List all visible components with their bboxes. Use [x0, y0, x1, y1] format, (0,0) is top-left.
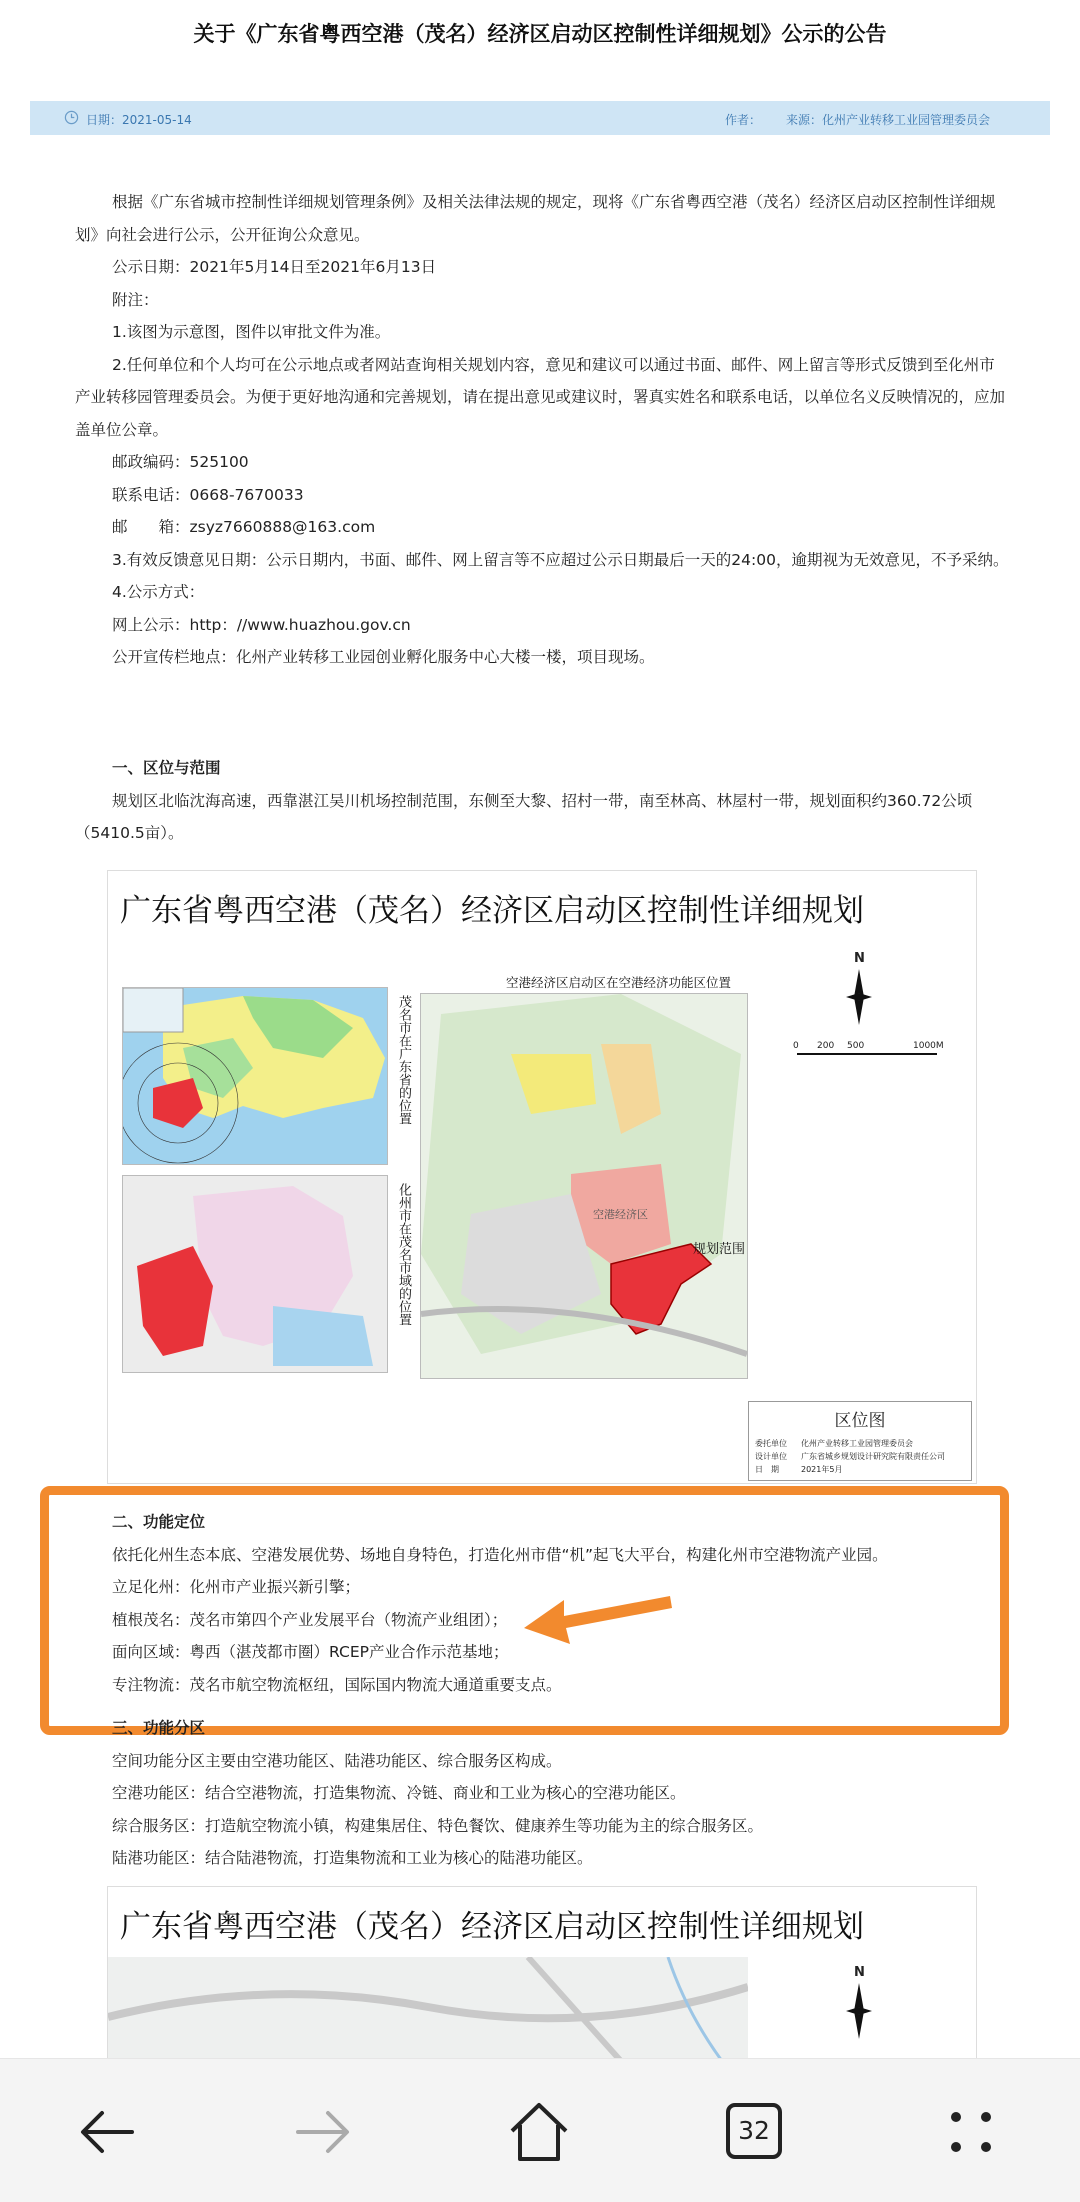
note-2: 2.任何单位和个人均可在公示地点或者网站查询相关规划内容，意见和建议可以通过书面、邮件、网上留言等形式反馈到至化州市产业转移园管理委员会。为便于更好地沟通和完善规划，请在提出意见或建议时，署真实姓名和联系电话，以单位名义反映情况的，应加盖单位公章。 — [75, 355, 1006, 439]
scale-0: 0 — [793, 1041, 799, 1051]
legend-row: 日 期 2021年5月 — [755, 1465, 843, 1474]
plan-area-map — [420, 993, 748, 1379]
highlight-arrow-icon — [520, 1578, 680, 1648]
location-map-image — [107, 870, 977, 1484]
article-meta-bar — [30, 101, 1050, 135]
forward-icon[interactable] — [288, 2097, 358, 2167]
map2-title: 广东省粤西空港（茂名）经济区启动区控制性详细规划 — [120, 1909, 864, 1945]
home-icon[interactable] — [504, 2097, 574, 2167]
north-label: N — [854, 951, 865, 966]
map2-north-label: N — [854, 1965, 865, 1980]
notice-date: 公示日期：2021年5月14日至2021年6月13日 — [112, 258, 437, 276]
section-location — [75, 752, 1010, 850]
phone: 联系电话：0668-7670033 — [112, 485, 304, 504]
scale-bar — [793, 1041, 943, 1061]
section3-line: 空间功能分区主要由空港功能区、陆港功能区、综合服务区构成。 — [112, 1751, 562, 1770]
section3-line: 综合服务区：打造航空物流小镇，构建集居住、特色餐饮、健康养生等功能为主的综合服务区。 — [112, 1816, 764, 1835]
publish-date: 日期：2021-05-14 — [86, 113, 192, 127]
note-1: 1.该图为示意图，图件以审批文件为准。 — [112, 323, 391, 341]
right-panel-title: 空港经济区启动区在空港经济功能区位置 — [506, 975, 732, 990]
legend-row: 设计单位 广东省城乡规划设计研究院有限责任公司 — [755, 1452, 945, 1461]
clock-icon — [64, 110, 79, 125]
section2-line: 面向区域：粤西（湛茂都市圈）RCEP产业合作示范基地； — [112, 1643, 509, 1661]
zoning-map — [108, 1957, 748, 2069]
scale-1000: 1000M — [913, 1041, 944, 1051]
section1-heading: 一、区位与范围 — [112, 759, 221, 777]
legend-title: 区位图 — [834, 1411, 886, 1431]
more-menu-icon[interactable] — [936, 2097, 1006, 2167]
maoming-map-label: 化州市在茂名市域的位置 — [396, 1183, 411, 1326]
section1-text: 规划区北临沈海高速，西靠湛江吴川机场控制范围，东侧至大黎、招村一带，南至林高、林屋村一带，规划面积约360.72公顷（5410.5亩）。 — [75, 791, 973, 842]
section2-line: 立足化州：化州市产业振兴新引擎； — [112, 1578, 361, 1596]
tab-count: 32 — [738, 2116, 770, 2145]
intro-section — [75, 186, 1010, 674]
legend-row: 委托单位 化州产业转移工业园管理委员会 — [755, 1439, 913, 1448]
compass-icon — [844, 967, 874, 1027]
scale-200: 200 — [817, 1041, 835, 1051]
zone-label: 空港经济区 — [593, 1208, 648, 1221]
back-icon[interactable] — [72, 2097, 142, 2167]
notice-location: 公开宣传栏地点：化州产业转移工业园创业孵化服务中心大楼一楼，项目现场。 — [112, 648, 655, 666]
legend-box — [748, 1401, 972, 1481]
section2-line: 植根茂名：茂名市第四个产业发展平台（物流产业组团）； — [112, 1610, 508, 1629]
author-label: 作者： — [725, 113, 762, 127]
guangdong-map-label: 茂名市在广东省的位置 — [396, 995, 411, 1125]
page-title: 关于《广东省粤西空港（茂名）经济区启动区控制性详细规划》公示的公告 — [193, 22, 887, 46]
section3-line: 陆港功能区：结合陆港物流，打造集物流和工业为核心的陆港功能区。 — [112, 1849, 593, 1867]
browser-bottom-bar — [0, 2058, 1080, 2202]
section-zoning — [75, 1712, 1010, 1875]
section2-heading: 二、功能定位 — [112, 1513, 206, 1531]
compass-icon — [844, 1981, 874, 2041]
zoning-map-image — [107, 1886, 977, 2068]
website-link[interactable]: 网上公示：http：//www.huazhou.gov.cn — [112, 615, 411, 634]
postal-code: 邮政编码：525100 — [112, 453, 249, 471]
email: 邮 箱：zsyz7660888@163.com — [112, 518, 376, 536]
intro-paragraph: 根据《广东省城市控制性详细规划管理条例》及相关法律法规的规定，现将《广东省粤西空港（茂名）经济区启动区控制性详细规划》向社会进行公示，公开征询公众意见。 — [75, 193, 996, 244]
note-4: 4.公示方式： — [112, 583, 205, 601]
notes-label: 附注： — [112, 290, 159, 309]
section3-line: 空港功能区：结合空港物流，打造集物流、冷链、商业和工业为核心的空港功能区。 — [112, 1784, 686, 1802]
tabs-button[interactable] — [726, 2103, 782, 2159]
maoming-map — [122, 1175, 388, 1373]
section3-heading: 三、功能分区 — [112, 1719, 206, 1737]
plan-range-label: 规划范围 — [693, 1242, 746, 1257]
map-title: 广东省粤西空港（茂名）经济区启动区控制性详细规划 — [120, 893, 864, 929]
guangdong-map — [122, 987, 388, 1165]
section2-line: 依托化州生态本底、空港发展优势、场地自身特色，打造化州市借“机”起飞大平台，构建化州市空港物流产业园。 — [112, 1545, 888, 1564]
source-label: 来源：化州产业转移工业园管理委员会 — [786, 113, 991, 127]
section2-line: 专注物流：茂名市航空物流枢纽，国际国内物流大通道重要支点。 — [112, 1675, 562, 1694]
note-3: 3.有效反馈意见日期：公示日期内，书面、邮件、网上留言等不应超过公示日期最后一天的24:00，逾期视为无效意见，不予采纳。 — [112, 550, 1009, 569]
scale-500: 500 — [847, 1041, 865, 1051]
